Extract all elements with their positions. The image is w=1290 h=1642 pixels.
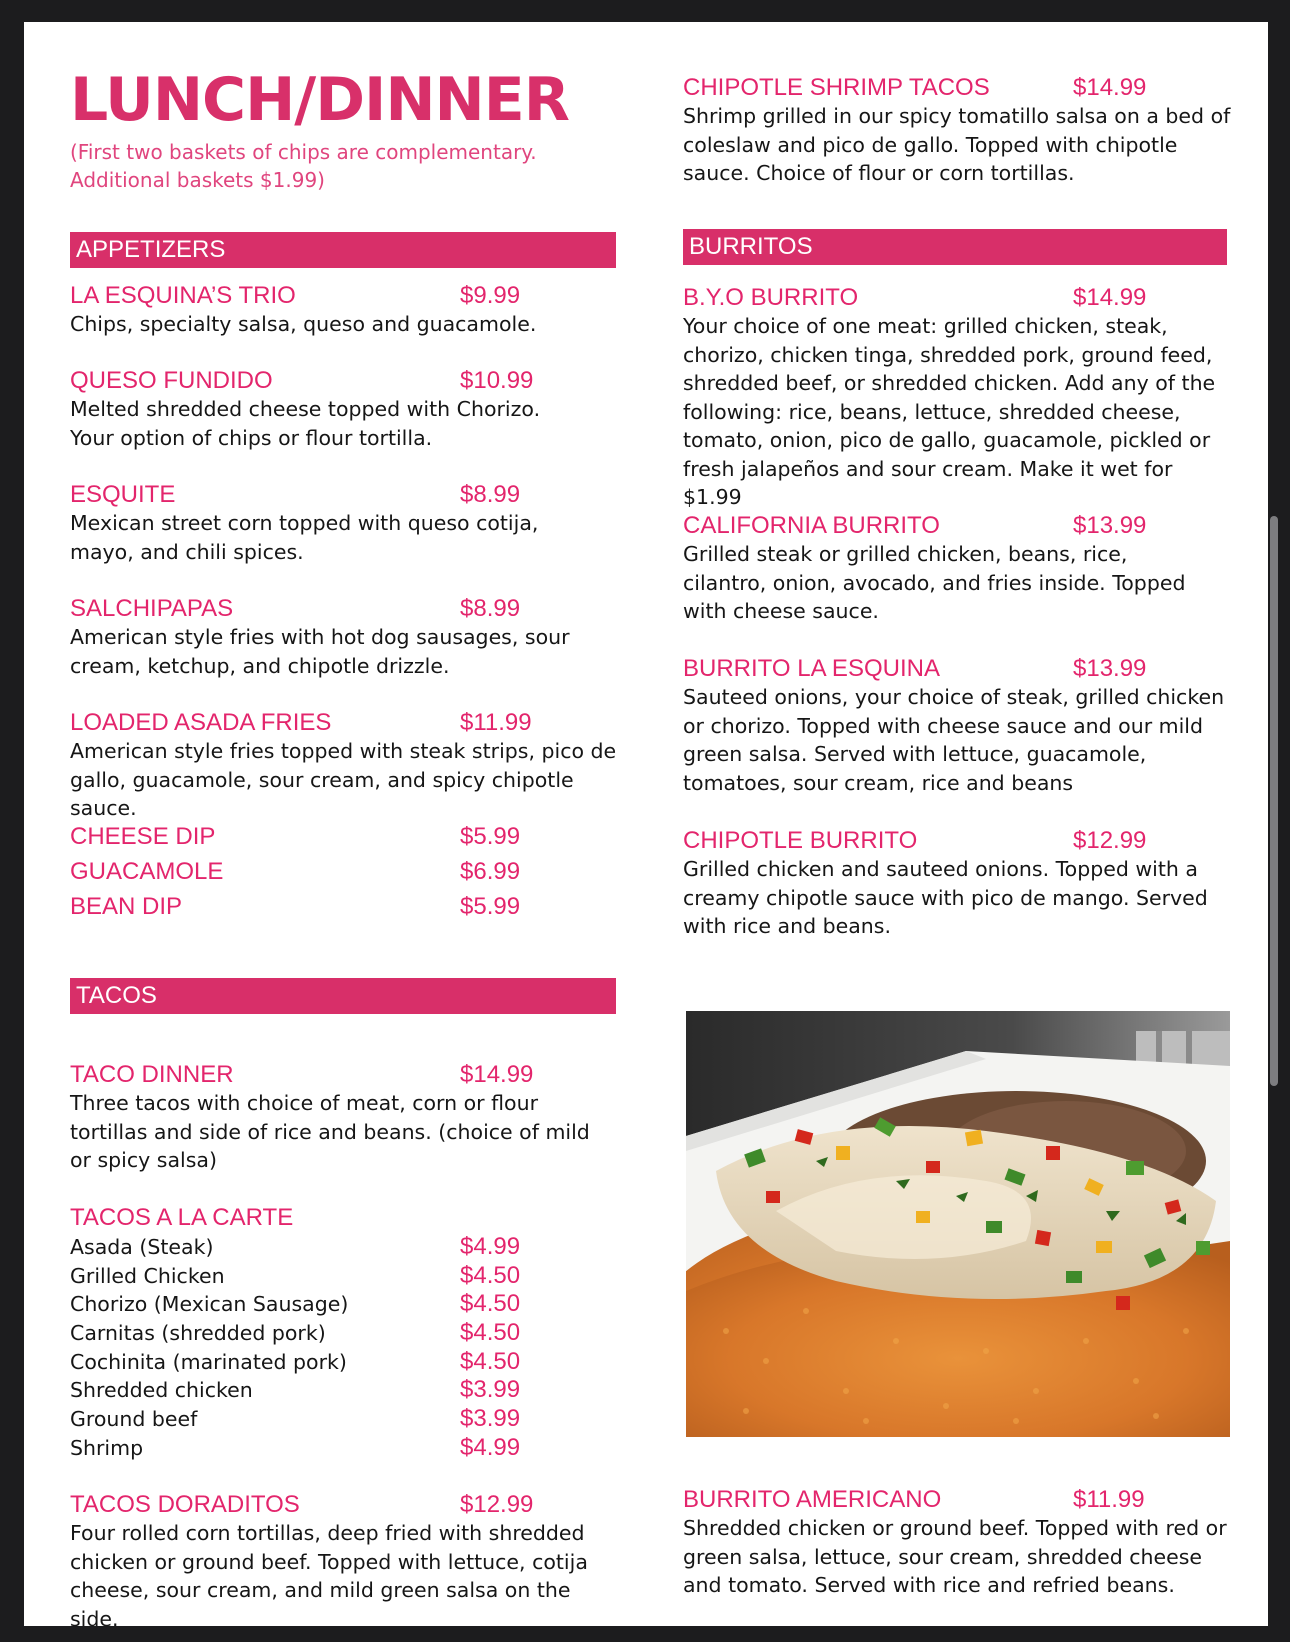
item-price: $11.99 — [1073, 1486, 1145, 1513]
carte-meat: Carnitas (shredded pork) — [70, 1321, 326, 1345]
item-description: Grilled chicken and sauteed onions. Topped with a creamy chipotle sauce with pico de mango. Served with rice and beans. — [683, 857, 1208, 938]
item-price: $14.99 — [460, 1061, 534, 1088]
item-description: Sauteed onions, your choice of steak, grilled chicken or chorizo. Topped with cheese sauce and our mild green salsa. Served with lettuce, guacamole, tomatoes, sour cream, rice and beans — [683, 685, 1225, 795]
item-name: B.Y.O BURRITO — [683, 284, 859, 311]
item-description: Four rolled corn tortillas, deep fried with shredded chicken or ground beef. Topped with lettuce, cotija cheese, sour cream, and mild green salsa on the side. — [70, 1521, 588, 1631]
menu-page — [24, 22, 1268, 1631]
food-photo — [686, 1011, 1230, 1437]
item-name: BEAN DIP — [70, 893, 183, 920]
section-header-tacos: TACOS — [70, 978, 616, 1014]
section-header-appetizers: APPETIZERS — [70, 232, 616, 268]
item-price: $13.99 — [1073, 655, 1147, 682]
item-name: LOADED ASADA FRIES — [70, 709, 332, 736]
item-description: Chips, specialty salsa, queso and guacamole. — [70, 312, 537, 336]
carte-price: $4.99 — [460, 1434, 521, 1461]
item-price: $14.99 — [1073, 74, 1147, 101]
a-la-carte-row — [70, 1262, 570, 1290]
item-price: $11.99 — [460, 709, 532, 736]
a-la-carte-row — [70, 1434, 570, 1462]
a-la-carte-row — [70, 1290, 570, 1318]
item-description: Shrimp grilled in our spicy tomatillo salsa on a bed of coleslaw and pico de gallo. Topped with chipotle sauce. Choice of flour or corn tortillas. — [683, 104, 1231, 185]
carte-meat: Chorizo (Mexican Sausage) — [70, 1292, 349, 1316]
a-la-carte-row — [70, 1233, 570, 1261]
page-title: LUNCH/DINNER — [70, 65, 569, 135]
item-price: $6.99 — [460, 858, 521, 885]
carte-price: $4.50 — [460, 1262, 521, 1289]
item-description: Three tacos with choice of meat, corn or flour tortillas and side of rice and beans. (choice of mild or spicy salsa) — [70, 1091, 590, 1172]
item-price: $5.99 — [460, 823, 521, 850]
chips-note: (First two baskets of chips are complementary. Additional baskets $1.99) — [70, 140, 537, 192]
item-price: $14.99 — [1073, 284, 1147, 311]
item-price: $9.99 — [460, 282, 521, 309]
item-price: $13.99 — [1073, 512, 1147, 539]
carte-price: $4.50 — [460, 1348, 521, 1375]
carte-price: $4.99 — [460, 1233, 521, 1260]
scrollbar[interactable] — [1270, 516, 1278, 1086]
item-name: SALCHIPAPAS — [70, 595, 234, 622]
item-name: QUESO FUNDIDO — [70, 367, 273, 394]
item-name: TACOS DORADITOS — [70, 1491, 300, 1518]
item-name: TACOS A LA CARTE — [70, 1204, 294, 1231]
item-description: Shredded chicken or ground beef. Topped with red or green salsa, lettuce, sour cream, shredded cheese and tomato. Served with rice and refried beans. — [683, 1516, 1227, 1597]
a-la-carte-row — [70, 1348, 570, 1376]
carte-price: $3.99 — [460, 1376, 521, 1403]
carte-meat: Cochinita (marinated pork) — [70, 1350, 347, 1374]
item-name: GUACAMOLE — [70, 858, 224, 885]
item-description: Grilled steak or grilled chicken, beans, rice, cilantro, onion, avocado, and fries inside. Topped with cheese sauce. — [683, 542, 1186, 623]
item-price: $8.99 — [460, 595, 521, 622]
item-price: $10.99 — [460, 367, 534, 394]
item-price: $8.99 — [460, 481, 521, 508]
item-description: American style fries topped with steak strips, pico de gallo, guacamole, sour cream, and spicy chipotle sauce. — [70, 739, 617, 820]
item-description: American style fries with hot dog sausages, sour cream, ketchup, and chipotle drizzle. — [70, 625, 570, 678]
item-name: ESQUITE — [70, 481, 176, 508]
item-price: $5.99 — [460, 893, 521, 920]
carte-meat: Grilled Chicken — [70, 1264, 225, 1288]
a-la-carte-row — [70, 1405, 570, 1433]
item-description: Mexican street corn topped with queso cotija, mayo, and chili spices. — [70, 511, 539, 564]
carte-meat: Shrimp — [70, 1436, 144, 1460]
carte-meat: Shredded chicken — [70, 1378, 253, 1402]
item-name: CALIFORNIA BURRITO — [683, 512, 940, 539]
item-price: $12.99 — [1073, 827, 1147, 854]
carte-price: $3.99 — [460, 1405, 521, 1432]
a-la-carte-row — [70, 1376, 570, 1404]
carte-price: $4.50 — [460, 1319, 521, 1346]
carte-meat: Asada (Steak) — [70, 1235, 214, 1259]
item-name: BURRITO AMERICANO — [683, 1486, 942, 1513]
item-name: TACO DINNER — [70, 1061, 234, 1088]
item-name: LA ESQUINA’S TRIO — [70, 282, 296, 309]
item-name: CHIPOTLE BURRITO — [683, 827, 918, 854]
item-description: Melted shredded cheese topped with Chorizo. Your option of chips or flour tortilla. — [70, 397, 541, 450]
carte-meat: Ground beef — [70, 1407, 198, 1431]
carte-price: $4.50 — [460, 1290, 521, 1317]
item-description: Your choice of one meat: grilled chicken, steak, chorizo, chicken tinga, shredded pork, ground feed, shredded beef, or shredded chicken. Add any of the following: rice, beans, lettuce, shredded cheese, tomato, onion, pico de gallo, guacamole, pickled or fresh jalapeños and sour cream. Make it wet for $1.99 — [683, 314, 1216, 509]
item-name: BURRITO LA ESQUINA — [683, 655, 940, 682]
item-name: CHIPOTLE SHRIMP TACOS — [683, 74, 990, 101]
section-header-burritos: BURRITOS — [683, 229, 1227, 265]
item-name: CHEESE DIP — [70, 823, 216, 850]
item-price: $12.99 — [460, 1491, 534, 1518]
a-la-carte-row — [70, 1319, 570, 1347]
